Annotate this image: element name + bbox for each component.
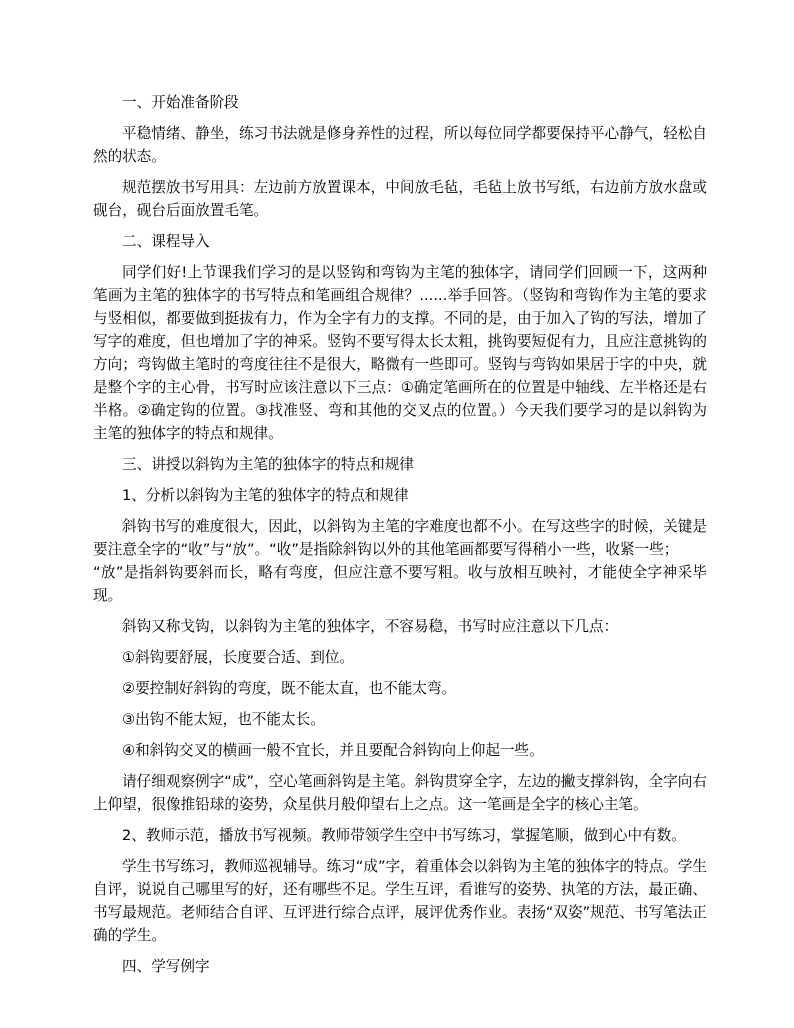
paragraph-shou-fang: 斜钩书写的难度很大，因此，以斜钩为主笔的字难度也都不小。在写这些字的时候，关键是要注意全字的“收”与“放”。“收”是指除斜钩以外的其他笔画都要写得稍小一些，收紧一些； [93, 518, 707, 558]
list-item-1: ①斜钩要舒展，长度要合适、到位。 [122, 649, 354, 666]
paragraph-teacher-demo: 2、教师示范，播放书写视频。教师带领学生空中书写练习，掌握笔顺，做到心中有数。 [122, 827, 686, 844]
heading-course-intro: 二、课程导入 [122, 233, 210, 250]
paragraph-xie-gou-points: 斜钩又称戈钩，以斜钩为主笔的独体字，不容易稳，书写时应注意以下几点： [122, 618, 619, 635]
list-item-4: ④和斜钩交叉的横画一般不宜长，并且要配合斜钩向上仰起一些。 [122, 742, 544, 759]
paragraph-review: 同学们好!上节课我们学习的是以竖钩和弯钩为主笔的独体字，请同学们回顾一下，这两种笔画为主笔的独体字的书写特点和笔画组合规律？......举手回答。（竖钩和弯钩作为主笔的要求与竖相似，都要做到挺拔有力，作为全字有力的支撑。不同的是，由于加入了钩的写法，增加了写字的难度，但也增加了字的神采。竖钩不要写得太长太粗，挑钩要短促有力，且应注意挑钩的方向；弯钩做主笔时的弯度往往不是很大，略微有一些即可。竖钩与弯钩如果居于字的中央，就是整个字的主心骨，书写时应该注意以下三点：①确定笔画所在的位置是中轴线、左半格还是右半格。②确定钩的位置。③找准竖、弯和其他的交叉点的位置。）今天我们要学习的是以斜钩为主笔的独体字的特点和规律。 [93, 264, 707, 442]
paragraph-tools-placement: 规范摆放书写用具：左边前方放置课本，中间放毛毡，毛毡上放书写纸，右边前方放水盘或砚台，砚台后面放置毛笔。 [93, 179, 707, 219]
heading-start-preparation: 一、开始准备阶段 [122, 94, 239, 111]
paragraph-example-cheng: 请仔细观察例字“成”，空心笔画斜钩是主笔。斜钩贯穿全字，左边的撇支撑斜钩，全字向右上仰望，很像推铅球的姿势，众星供月般仰望右上之点。这一笔画是全字的核心主笔。 [93, 773, 707, 813]
paragraph-fang: “放”是指斜钩要斜而长，略有弯度，但应注意不要写粗。收与放相互映衬，才能使全字神采毕现。 [93, 564, 707, 604]
document-page [93, 91, 707, 986]
paragraph-calm-mind: 平稳情绪、静坐，练习书法就是修身养性的过程，所以每位同学都要保持平心静气，轻松自然的状态。 [93, 125, 707, 165]
heading-learn-examples: 四、学写例字 [122, 958, 210, 975]
subheading-analysis: 1、分析以斜钩为主笔的独体字的特点和规律 [122, 487, 409, 504]
heading-teaching: 三、讲授以斜钩为主笔的独体字的特点和规律 [122, 456, 414, 473]
list-item-2: ②要控制好斜钩的弯度，既不能太直，也不能太弯。 [122, 680, 457, 697]
list-item-3: ③出钩不能太短，也不能太长。 [122, 711, 325, 728]
paragraph-student-practice: 学生书写练习，教师巡视辅导。练习“成”字，着重体会以斜钩为主笔的独体字的特点。学生自评，说说自己哪里写的好，还有哪些不足。学生互评，看谁写的姿势、执笔的方法，最正确、书写最规范。老师结合自评、互评进行综合点评，展评优秀作业。表扬“双姿”规范、书写笔法正确的学生。 [93, 858, 707, 944]
